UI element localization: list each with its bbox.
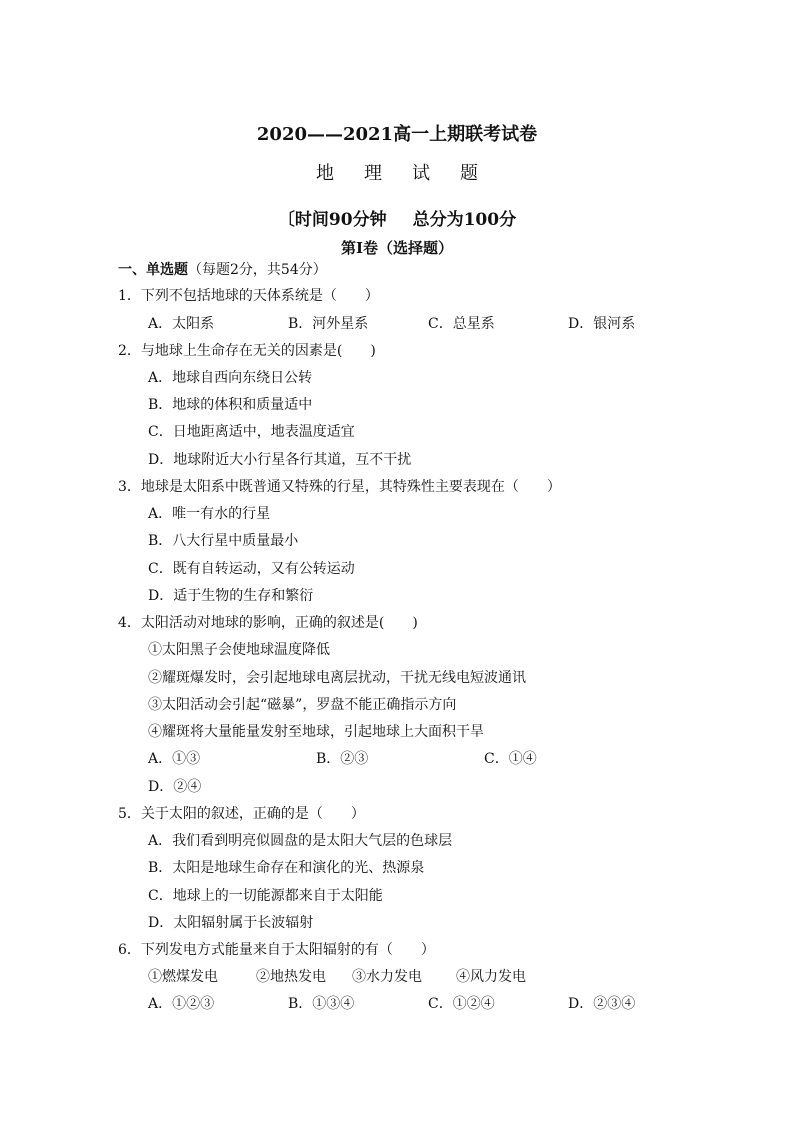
option: B．②③ xyxy=(316,751,369,767)
question-6-stem: 6．下列发电方式能量来自于太阳辐射的有（ ） xyxy=(118,942,435,958)
option: B．八大行星中质量最小 xyxy=(148,533,299,549)
option: A．地球自西向东绕日公转 xyxy=(148,370,313,386)
option: C．地球上的一切能源都来自于太阳能 xyxy=(148,888,383,904)
section-heading xyxy=(118,259,327,279)
time-score-line xyxy=(0,205,794,230)
question-5-stem: 5．关于太阳的叙述，正确的是（ ） xyxy=(118,806,365,822)
question-4-options xyxy=(148,748,537,768)
option: D．适于生物的生存和繁衍 xyxy=(148,588,314,604)
exam-title: 2020——2021高一上期联考试卷 xyxy=(256,124,538,145)
option: C．①④ xyxy=(484,751,537,767)
question-6-statements xyxy=(148,966,526,986)
statement: ②地热发电 xyxy=(256,969,326,985)
statement: ③水力发电 xyxy=(352,969,422,985)
option: A．我们看到明亮似圆盘的是太阳大气层的色球层 xyxy=(148,833,453,849)
option: C．①②④ xyxy=(428,996,495,1012)
option: D．太阳辐射属于长波辐射 xyxy=(148,915,314,931)
statement: ①燃煤发电 xyxy=(148,969,218,985)
option: A．①②③ xyxy=(148,996,215,1012)
option: B．河外星系 xyxy=(288,316,369,332)
section-note: （每题2分，共54分） xyxy=(188,262,327,278)
question-1-options xyxy=(148,313,635,333)
option: A．唯一有水的行星 xyxy=(148,506,271,522)
volume-title: 第I卷（选择题） xyxy=(340,239,454,257)
section-label: 一、单选题 xyxy=(118,262,188,278)
option: C．既有自转运动，又有公转运动 xyxy=(148,561,355,577)
option: A．太阳系 xyxy=(148,316,215,332)
statement: ②耀斑爆发时，会引起地球电离层扰动，干扰无线电短波通讯 xyxy=(148,670,526,686)
question-3-stem: 3．地球是太阳系中既普通又特殊的行星，其特殊性主要表现在（ ） xyxy=(118,479,561,495)
option: B．地球的体积和质量适中 xyxy=(148,397,313,413)
question-2-stem: 2．与地球上生命存在无关的因素是( ) xyxy=(118,343,376,359)
statement: ①太阳黑子会使地球温度降低 xyxy=(148,642,330,658)
question-4-stem: 4．太阳活动对地球的影响，正确的叙述是( ) xyxy=(118,615,418,631)
question-6-options xyxy=(148,993,635,1013)
option: D．银河系 xyxy=(568,316,636,332)
option: D．②③④ xyxy=(568,996,636,1012)
statement: ③太阳活动会引起“磁暴”，罗盘不能正确指示方向 xyxy=(148,697,457,713)
score-info: 总分为100分 xyxy=(412,210,517,230)
option: C．总星系 xyxy=(428,316,495,332)
statement: ④风力发电 xyxy=(456,969,526,985)
option: C．日地距离适中，地表温度适宜 xyxy=(148,424,355,440)
option: B．太阳是地球生命存在和演化的光、热源泉 xyxy=(148,860,425,876)
option: D．地球附近大小行星各行其道，互不干扰 xyxy=(148,452,412,468)
statement: ④耀斑将大量能量发射至地球，引起地球上大面积干旱 xyxy=(148,724,484,740)
subject-title: 地理试题 xyxy=(316,163,508,184)
question-1-stem: 1．下列不包括地球的天体系统是（ ） xyxy=(118,288,379,304)
option: A．①③ xyxy=(148,751,201,767)
time-info: 〔时间90分钟 xyxy=(277,210,387,230)
option: B．①③④ xyxy=(288,996,355,1012)
option: D．②④ xyxy=(148,779,202,795)
